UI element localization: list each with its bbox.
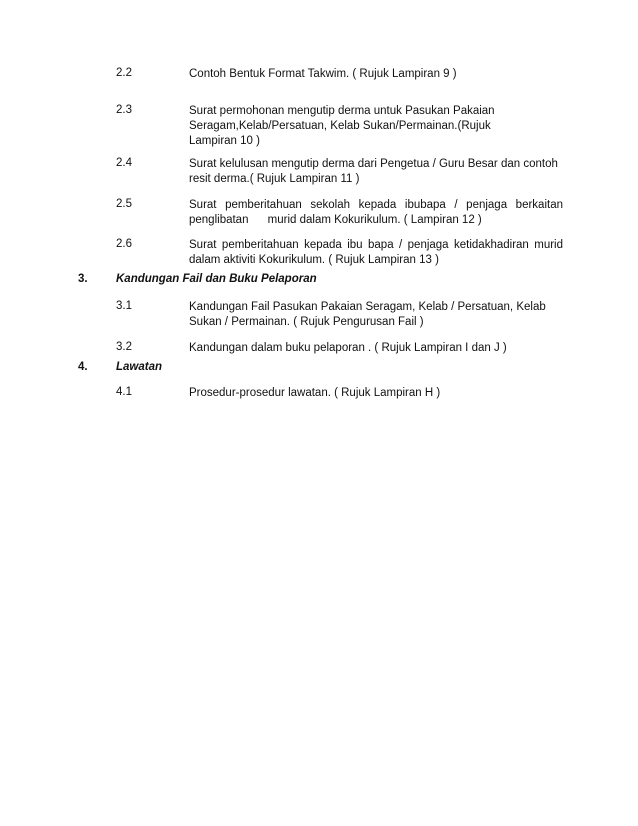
item-text-line: Kandungan dalam buku pelaporan . ( Rujuk Lampiran I dan J ) [189, 342, 507, 354]
item-number: 2.6 [116, 238, 132, 250]
section-number: 3. [78, 273, 88, 285]
item-number: 2.4 [116, 157, 132, 169]
item-number: 2.5 [116, 198, 132, 210]
item-text-line: penglibatan murid dalam Kokurikulum. ( Lampiran 12 ) [189, 214, 482, 226]
item-number: 4.1 [116, 386, 132, 398]
item-number: 3.2 [116, 341, 132, 353]
section-title: Lawatan [116, 361, 163, 373]
item-number: 2.3 [116, 104, 132, 116]
section-number: 4. [78, 361, 88, 373]
item-text [189, 67, 563, 82]
section-title: Kandungan Fail dan Buku Pelaporan [116, 273, 317, 285]
item-text [189, 341, 563, 356]
item-text-line: Kandungan Fail Pasukan Pakaian Seragam, Kelab / Persatuan, Kelab [189, 301, 546, 313]
item-text-line: Prosedur-prosedur lawatan. ( Rujuk Lampiran H ) [189, 387, 441, 399]
item-text [189, 157, 563, 187]
item-text-line: Surat pemberitahuan sekolah kepada ibubapa / penjaga berkaitan [189, 199, 563, 211]
item-text-line: Seragam,Kelab/Persatuan, Kelab Sukan/Permainan.(Rujuk [189, 120, 491, 132]
item-text [189, 386, 563, 401]
item-text-line: Surat pemberitahuan kepada ibu bapa / penjaga ketidakhadiran murid [189, 239, 563, 251]
item-text-line: Surat permohonan mengutip derma untuk Pasukan Pakaian [189, 105, 495, 117]
item-text [189, 238, 563, 268]
item-text-line: resit derma.( Rujuk Lampiran 11 ) [189, 173, 360, 185]
item-number: 2.2 [116, 67, 132, 79]
item-text-line: Lampiran 10 ) [189, 135, 260, 147]
item-text-line: Sukan / Permainan. ( Rujuk Pengurusan Fail ) [189, 316, 424, 328]
item-text-line: Contoh Bentuk Format Takwim. ( Rujuk Lampiran 9 ) [189, 68, 457, 80]
item-text-line: dalam aktiviti Kokurikulum. ( Rujuk Lampiran 13 ) [189, 254, 439, 266]
item-text [189, 300, 563, 330]
item-text [189, 104, 563, 149]
item-text [189, 198, 563, 228]
item-text-line: Surat kelulusan mengutip derma dari Pengetua / Guru Besar dan contoh [189, 158, 558, 170]
item-number: 3.1 [116, 300, 132, 312]
